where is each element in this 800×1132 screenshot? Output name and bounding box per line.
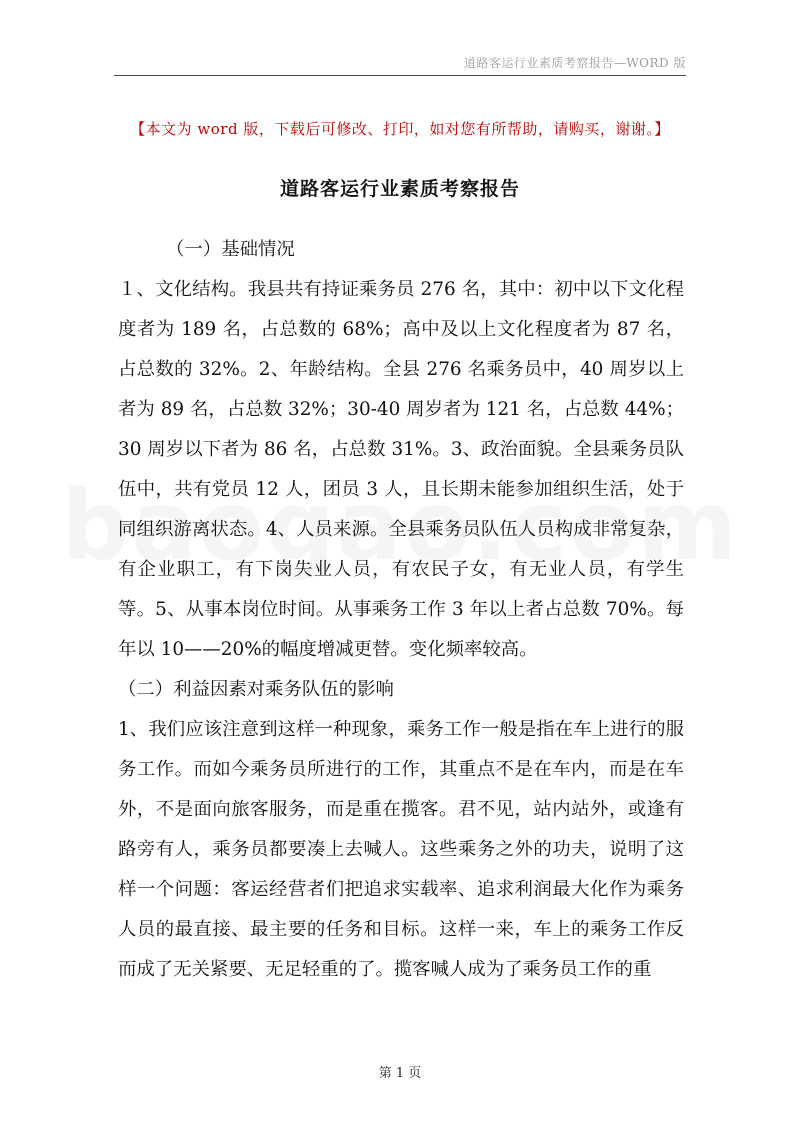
header-divider — [114, 75, 686, 76]
purchase-notice: 【本文为 word 版，下载后可修改、打印，如对您有所帮助，请购买，谢谢。】 — [130, 120, 670, 138]
document-body — [118, 230, 684, 990]
page-number: 第 1 页 — [378, 1066, 422, 1081]
running-header: 道路客运行业素质考察报告—WORD 版 — [463, 56, 686, 70]
section-2-paragraph: 1、我们应该注意到这样一种现象，乘务工作一般是指在车上进行的服务工作。而如今乘务员所进行的工作，其重点不是在车内，而是在车外，不是面向旅客服务，而是重在揽客。君不见，站内站外，或逢有路旁有人，乘务员都要凑上去喊人。这些乘务之外的功夫，说明了这样一个问题：客运经营者们把追求实载率、追求利润最大化作为乘务人员的最直接、最主要的任务和目标。这样一来，车上的乘务工作反而成了无关紧要、无足轻重的了。揽客喊人成为了乘务员工作的重 — [118, 719, 684, 980]
section-1-paragraph: １、文化结构。我县共有持证乘务员 276 名，其中：初中以下文化程度者为 189 名，占总数的 68%；高中及以上文化程度者为 87 名，占总数的 32%。2、年龄结构。全县 276 名乘务员中，40 周岁以上者为 89 名，占总数 32%；30-40 周岁者为 121 名，占总数 44%；30 周岁以下者为 86 名，占总数 31%。3、政治面貌。全县乘务员队伍中，共有党员 12 人，团员 3 人，且长期未能参加组织生活，处于同组织游离状态。4、人员来源。全县乘务员队伍人员构成非常复杂，有企业职工，有下岗失业人员，有农民子女，有无业人员，有学生等。5、从事本岗位时间。从事乘务工作 3 年以上者占总数 70%。每年以 10——20%的幅度增减更替。变化频率较高。 — [118, 279, 684, 660]
section-1-heading: （一）基础情况 — [166, 239, 295, 260]
document-title: 道路客运行业素质考察报告 — [279, 178, 520, 200]
section-2-heading: （二）利益因素对乘务队伍的影响 — [118, 679, 394, 700]
